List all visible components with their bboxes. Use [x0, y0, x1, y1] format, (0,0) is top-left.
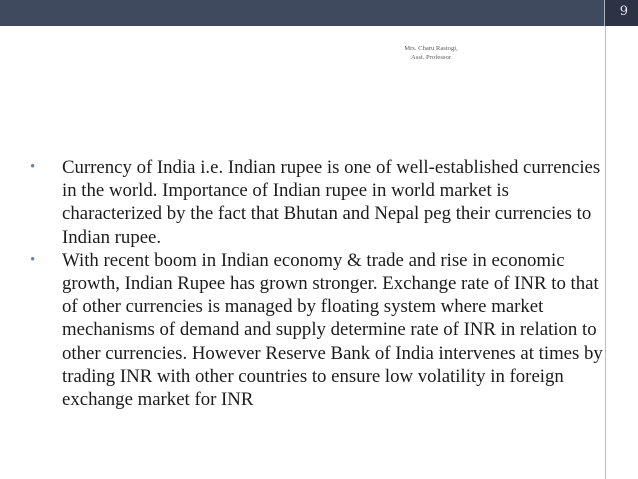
bullet-list — [30, 156, 605, 411]
bullet-text: Currency of India i.e. Indian rupee is one of well-established currencies in the world. Importance of Indian rupee in world market is characterized by the fact that Bhutan and Nepal peg their currencies to Indian rupee. — [62, 157, 601, 248]
slide-number-box — [604, 0, 638, 26]
right-divider-line — [605, 26, 606, 479]
author-name: Mrs. Charu Rastogi, — [404, 45, 458, 52]
author-title: Asst. Professor — [411, 54, 451, 61]
bullet-icon: • — [30, 251, 36, 268]
bullet-item — [30, 156, 605, 249]
bullet-icon: • — [30, 159, 36, 175]
bullet-item — [30, 249, 605, 411]
author-credit — [386, 44, 476, 62]
top-banner — [0, 0, 638, 26]
bullet-text: With recent boom in Indian economy & trade and rise in economic growth, Indian Rupee has grown stronger. Exchange rate of INR to that of other currencies is managed by floating system where market mechanisms of demand and supply determine rate of INR in relation to other currencies. However Reserve Bank of India intervenes at times by trading INR with other countries to ensure low volatility in foreign exchange market for INR — [62, 249, 603, 411]
slide-number: 9 — [619, 4, 628, 19]
